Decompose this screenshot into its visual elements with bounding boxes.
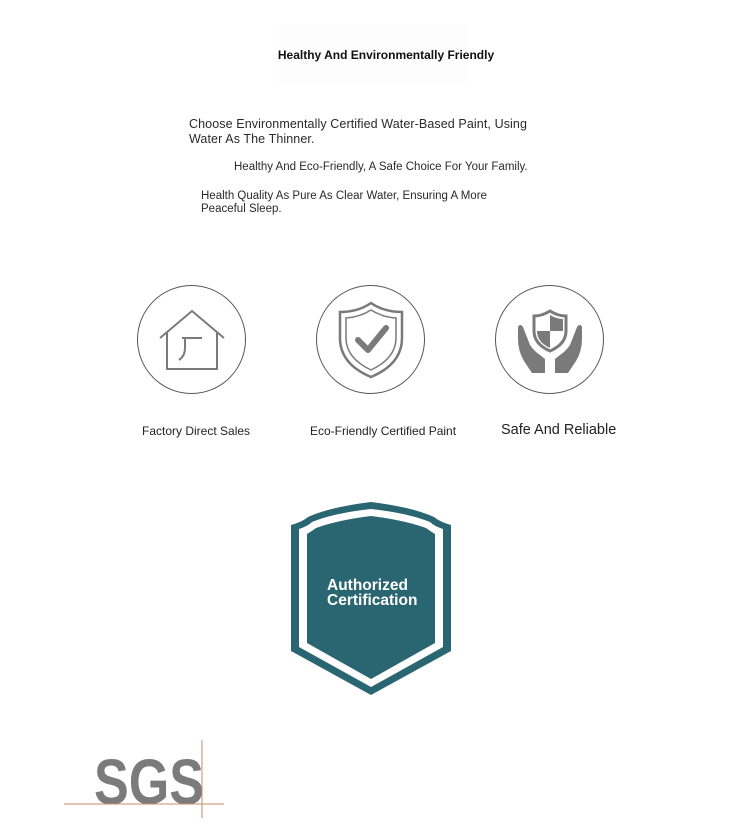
feature-label-eco: Eco-Friendly Certified Paint: [310, 424, 457, 438]
authorized-certification-badge: [290, 501, 452, 696]
feature-label-factory: Factory Direct Sales: [142, 424, 251, 438]
feature-label-safe: Safe And Reliable: [501, 422, 617, 438]
badge-line-1: Authorized: [327, 577, 408, 594]
sgs-logo: [64, 740, 224, 820]
page-title: Healthy And Environmentally Friendly: [278, 25, 468, 85]
intro-line-3: Health Quality As Pure As Clear Water, Ensuring A More Peaceful Sleep.: [201, 190, 487, 215]
intro-line-2: Healthy And Eco-Friendly, A Safe Choice For Your Family.: [234, 161, 528, 173]
badge-line-2: Certification: [327, 592, 418, 609]
shield-check-icon: [336, 300, 406, 380]
intro-line-1: Choose Environmentally Certified Water-Based Paint, Using Water As The Thinner.: [189, 117, 528, 146]
feature-circle-factory: [137, 285, 246, 394]
feature-circle-eco: [316, 285, 425, 394]
svg-text:SGS: SGS: [94, 746, 204, 818]
hands-shield-icon: [514, 305, 586, 375]
house-icon: [155, 308, 229, 372]
feature-circle-safe: [495, 285, 604, 394]
